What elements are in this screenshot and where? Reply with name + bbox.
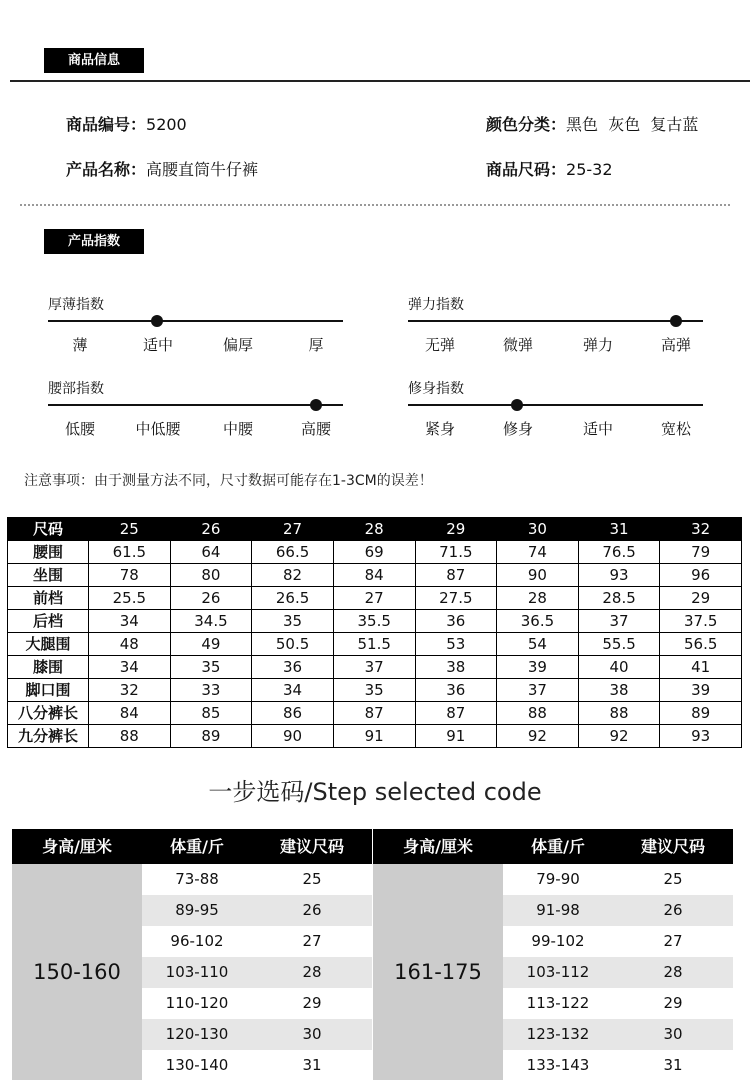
size-table-cell: 53: [415, 633, 497, 656]
size-table-cell: 28.5: [578, 587, 660, 610]
product-size-label: 商品尺码：: [486, 160, 567, 179]
size-table-cell: 78: [89, 564, 171, 587]
suggested-size: 25: [663, 870, 683, 888]
index-label: 高腰: [300, 420, 331, 438]
weight-range: 113-122: [526, 994, 590, 1012]
weight-range: 99-102: [531, 932, 585, 950]
size-table-cell: 76.5: [578, 541, 660, 564]
index-label: 薄: [72, 336, 88, 354]
size-table-cell: 92: [578, 725, 660, 748]
size-table-cell: 85: [170, 702, 252, 725]
size-table-cell: 36: [415, 679, 497, 702]
suggested-size: 26: [663, 901, 683, 919]
size-table-cell: 89: [660, 702, 742, 725]
size-table-row-header: 腰围: [8, 541, 89, 564]
size-table-cell: 56.5: [660, 633, 742, 656]
weight-range: 133-143: [526, 1056, 590, 1074]
index-scale: [408, 294, 703, 364]
size-table-cell: 37: [497, 679, 579, 702]
product-code-value: 5200: [146, 115, 187, 134]
height-range-cell: [373, 864, 503, 1080]
size-table-cell: 69: [333, 541, 415, 564]
suggested-size: 28: [302, 963, 322, 981]
size-table-cell: 92: [497, 725, 579, 748]
table-row: [142, 1050, 372, 1081]
suggested-size: 30: [302, 1025, 322, 1043]
size-table-cell: 71.5: [415, 541, 497, 564]
recommend-header-cell: 身高/厘米: [403, 837, 473, 856]
table-row: [8, 610, 742, 633]
index-label: 厚: [308, 336, 324, 354]
size-table-header-cell: 31: [578, 518, 660, 541]
size-table-cell: 37.5: [660, 610, 742, 633]
size-table-header-cell: 28: [333, 518, 415, 541]
size-table-cell: 36: [415, 610, 497, 633]
index-label: 弹力: [582, 336, 613, 354]
index-label: 适中: [142, 336, 173, 354]
recommend-table: [12, 829, 372, 1081]
index-marker: [151, 315, 163, 327]
suggested-size: 25: [302, 870, 322, 888]
table-row: [8, 656, 742, 679]
size-table-cell: 40: [578, 656, 660, 679]
size-table-cell: 82: [252, 564, 334, 587]
index-title: 修身指数: [408, 381, 464, 397]
size-table-cell: 84: [89, 702, 171, 725]
recommend-header-cell: 身高/厘米: [42, 837, 112, 856]
index-label: 中低腰: [135, 420, 181, 438]
recommend-header: [12, 829, 372, 864]
size-table-cell: 39: [497, 656, 579, 679]
index-label: 紧身: [424, 420, 455, 438]
index-label: 偏厚: [222, 336, 253, 354]
size-table-cell: 79: [660, 541, 742, 564]
table-row: [503, 957, 733, 988]
index-label: 微弹: [502, 336, 533, 354]
size-table-header-cell: 25: [89, 518, 171, 541]
size-table-cell: 88: [497, 702, 579, 725]
recommend-header-cell: 体重/斤: [531, 837, 585, 856]
suggested-size: 29: [663, 994, 683, 1012]
size-table-cell: 55.5: [578, 633, 660, 656]
suggested-size: 27: [302, 932, 322, 950]
index-label: 无弹: [424, 336, 455, 354]
size-table-header-cell: 26: [170, 518, 252, 541]
product-color: [486, 112, 698, 135]
size-table-cell: 25.5: [89, 587, 171, 610]
product-color-value: 黑色 灰色 复古蓝: [566, 115, 699, 134]
table-row: [142, 895, 372, 926]
recommend-header-cell: 建议尺码: [279, 837, 344, 856]
index-line: [48, 320, 343, 322]
weight-range: 103-112: [526, 963, 590, 981]
table-row: [142, 988, 372, 1019]
size-table-cell: 37: [578, 610, 660, 633]
recommend-table: [373, 829, 733, 1081]
index-marker: [511, 399, 523, 411]
index-label: 高弹: [660, 336, 691, 354]
size-table-cell: 36: [252, 656, 334, 679]
size-table-cell: 35.5: [333, 610, 415, 633]
size-table-cell: 61.5: [89, 541, 171, 564]
weight-range: 91-98: [536, 901, 580, 919]
table-row: [142, 957, 372, 988]
suggested-size: 26: [302, 901, 322, 919]
size-table-cell: 89: [170, 725, 252, 748]
suggested-size: 29: [302, 994, 322, 1012]
index-marker: [670, 315, 682, 327]
size-table-row-header: 大腿围: [8, 633, 89, 656]
size-table-cell: 84: [333, 564, 415, 587]
size-table-cell: 38: [415, 656, 497, 679]
table-row: [8, 679, 742, 702]
size-table-cell: 80: [170, 564, 252, 587]
table-row: [503, 864, 733, 895]
size-table-cell: 35: [170, 656, 252, 679]
product-code: [66, 112, 187, 135]
index-title: 弹力指数: [408, 297, 464, 313]
table-row: [142, 1019, 372, 1050]
table-row: [503, 1019, 733, 1050]
weight-range: 79-90: [536, 870, 580, 888]
section-tag-product-index: 产品指数: [44, 229, 144, 254]
section-tag-product-info: 商品信息: [44, 48, 144, 73]
index-label: 修身: [502, 420, 533, 438]
size-table-cell: 28: [497, 587, 579, 610]
table-row: [142, 864, 372, 895]
size-table-cell: 35: [333, 679, 415, 702]
table-row: [8, 702, 742, 725]
table-row: [8, 587, 742, 610]
index-marker: [310, 399, 322, 411]
index-label: 低腰: [64, 420, 95, 438]
table-row: [503, 926, 733, 957]
size-table-cell: 48: [89, 633, 171, 656]
table-row: [142, 926, 372, 957]
size-table-cell: 29: [660, 587, 742, 610]
product-name-label: 产品名称：: [66, 160, 147, 179]
size-table-cell: 34: [252, 679, 334, 702]
table-row: [503, 895, 733, 926]
size-table-cell: 88: [89, 725, 171, 748]
index-line: [408, 404, 703, 406]
size-table-cell: 51.5: [333, 633, 415, 656]
weight-range: 96-102: [170, 932, 224, 950]
size-table-row-header: 脚口围: [8, 679, 89, 702]
section-divider: [10, 80, 750, 82]
size-table: [7, 517, 742, 748]
size-table-cell: 37: [333, 656, 415, 679]
size-table-cell: 96: [660, 564, 742, 587]
weight-range: 120-130: [165, 1025, 229, 1043]
size-table-cell: 91: [333, 725, 415, 748]
size-table-cell: 26.5: [252, 587, 334, 610]
product-name: [66, 157, 258, 180]
size-table-row-header: 后档: [8, 610, 89, 633]
size-table-cell: 41: [660, 656, 742, 679]
size-table-cell: 38: [578, 679, 660, 702]
product-color-label: 颜色分类：: [486, 115, 567, 134]
size-table-cell: 93: [660, 725, 742, 748]
size-table-cell: 91: [415, 725, 497, 748]
size-table-cell: 93: [578, 564, 660, 587]
product-code-label: 商品编号：: [66, 115, 147, 134]
product-size: [486, 157, 613, 180]
size-table-cell: 34: [89, 610, 171, 633]
size-table-corner: 尺码: [8, 518, 89, 541]
size-table-cell: 54: [497, 633, 579, 656]
size-table-header-cell: 32: [660, 518, 742, 541]
height-range-value: 150-160: [33, 960, 121, 984]
size-table-header-row: [8, 518, 742, 541]
index-scale: [408, 378, 703, 448]
recommend-header-cell: 建议尺码: [640, 837, 705, 856]
size-table-cell: 32: [89, 679, 171, 702]
table-row: [8, 564, 742, 587]
table-row: [8, 725, 742, 748]
measurement-note: 注意事项：由于测量方法不同，尺寸数据可能存在1-3CM的误差！: [24, 473, 433, 489]
table-row: [8, 633, 742, 656]
size-table-cell: 27: [333, 587, 415, 610]
weight-range: 110-120: [165, 994, 229, 1012]
weight-range: 89-95: [175, 901, 219, 919]
size-table-cell: 87: [415, 564, 497, 587]
size-table-cell: 35: [252, 610, 334, 633]
height-range-cell: [12, 864, 142, 1080]
size-table-cell: 74: [497, 541, 579, 564]
size-table-row-header: 前档: [8, 587, 89, 610]
size-table-cell: 87: [333, 702, 415, 725]
size-table-row-header: 坐围: [8, 564, 89, 587]
index-title: 厚薄指数: [48, 297, 104, 313]
weight-range: 103-110: [165, 963, 229, 981]
table-row: [503, 988, 733, 1019]
size-table-row-header: 八分裤长: [8, 702, 89, 725]
size-table-cell: 49: [170, 633, 252, 656]
index-line: [48, 404, 343, 406]
size-table-cell: 64: [170, 541, 252, 564]
index-label: 中腰: [222, 420, 253, 438]
size-table-header-cell: 30: [497, 518, 579, 541]
size-table-cell: 26: [170, 587, 252, 610]
suggested-size: 31: [663, 1056, 683, 1074]
size-table-cell: 34.5: [170, 610, 252, 633]
weight-range: 130-140: [165, 1056, 229, 1074]
index-scale: [48, 294, 343, 364]
table-row: [503, 1050, 733, 1081]
dotted-divider: [20, 204, 730, 206]
suggested-size: 27: [663, 932, 683, 950]
suggested-size: 31: [302, 1056, 322, 1074]
index-title: 腰部指数: [48, 381, 104, 397]
size-table-header-cell: 27: [252, 518, 334, 541]
size-table-row-header: 膝围: [8, 656, 89, 679]
weight-range: 123-132: [526, 1025, 590, 1043]
size-table-cell: 33: [170, 679, 252, 702]
size-table-cell: 86: [252, 702, 334, 725]
size-table-cell: 39: [660, 679, 742, 702]
weight-range: 73-88: [175, 870, 219, 888]
size-table-cell: 87: [415, 702, 497, 725]
recommend-header-cell: 体重/斤: [170, 837, 224, 856]
size-table-cell: 66.5: [252, 541, 334, 564]
size-table-row-header: 九分裤长: [8, 725, 89, 748]
index-label: 适中: [582, 420, 613, 438]
size-table-cell: 88: [578, 702, 660, 725]
height-range-value: 161-175: [394, 960, 482, 984]
size-table-cell: 27.5: [415, 587, 497, 610]
size-table-cell: 90: [497, 564, 579, 587]
product-size-value: 25-32: [566, 160, 613, 179]
size-table-cell: 36.5: [497, 610, 579, 633]
index-label: 宽松: [660, 420, 691, 438]
size-table-cell: 90: [252, 725, 334, 748]
size-table-cell: 50.5: [252, 633, 334, 656]
table-row: [8, 541, 742, 564]
product-name-value: 高腰直筒牛仔裤: [146, 160, 259, 179]
recommend-header: [373, 829, 733, 864]
size-table-header-cell: 29: [415, 518, 497, 541]
suggested-size: 30: [663, 1025, 683, 1043]
size-table-cell: 34: [89, 656, 171, 679]
index-scale: [48, 378, 343, 448]
step-title: 一步选码/Step selected code: [208, 778, 542, 806]
suggested-size: 28: [663, 963, 683, 981]
index-line: [408, 320, 703, 322]
